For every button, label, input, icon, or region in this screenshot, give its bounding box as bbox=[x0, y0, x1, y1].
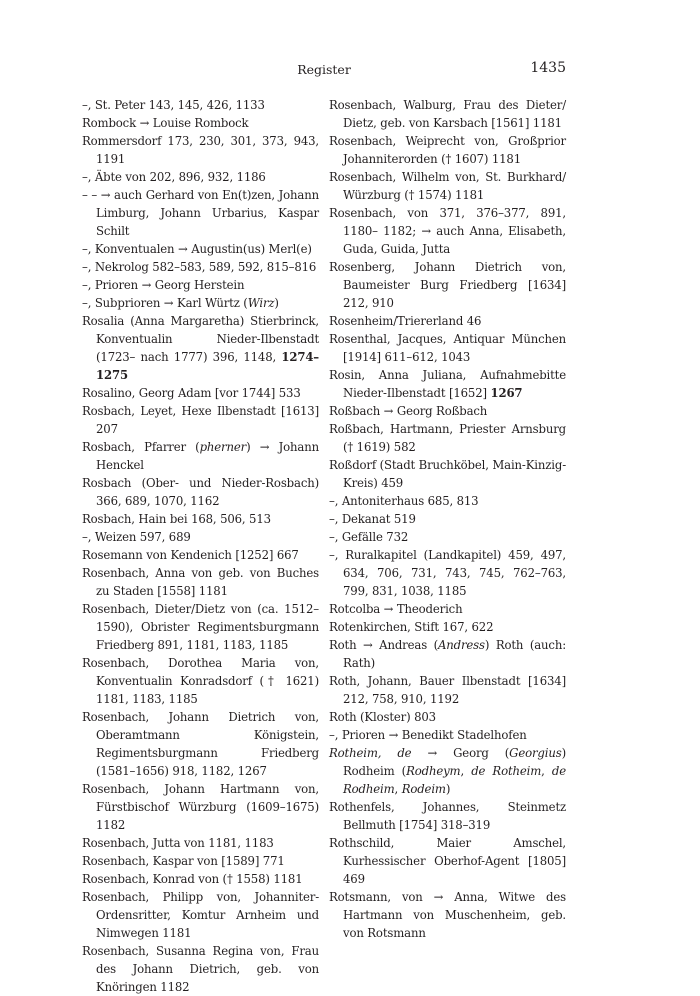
index-entry: Rotsmann, von → Anna, Witwe des Hartmann von Muschenheim, geb. von Rotsmann bbox=[329, 890, 566, 940]
index-entry: –, Ruralkapitel (Landkapitel) 459, 497, 634, 706, 731, 743, 745, 762–763, 799, 831, 1038, 1185 bbox=[329, 548, 566, 598]
index-entry: Rosenbach, Walburg, Frau des Dieter/ Dietz, geb. von Karsbach [1561] 1181 bbox=[329, 98, 566, 130]
index-entry: –, Subprioren → Karl Würtz (Wirz) bbox=[82, 296, 279, 310]
index-entry: Roth, Johann, Bauer Ilbenstadt [1634] 212, 758, 910, 1192 bbox=[329, 674, 566, 706]
index-entry: Rosenbach, Weiprecht von, Großprior Johanniterorden († 1607) 1181 bbox=[329, 134, 566, 166]
index-entry: Rosalia (Anna Margaretha) Stierbrinck, Konventualin Nieder-Ilbenstadt (1723– nach 1777) 396, 1148, 1274–1275 bbox=[82, 314, 319, 382]
index-entry: –, Äbte von 202, 896, 932, 1186 bbox=[82, 170, 266, 184]
index-entry: Rosenberg, Johann Dietrich von, Baumeister Burg Friedberg [1634] 212, 910 bbox=[329, 260, 566, 310]
index-entry: –, Nekrolog 582–583, 589, 592, 815–816 bbox=[82, 260, 317, 274]
index-entry: Rosenbach, Dorothea Maria von, Konventualin Konradsdorf († 1621) 1181, 1183, 1185 bbox=[82, 656, 319, 706]
index-entry: Roth (Kloster) 803 bbox=[329, 710, 436, 724]
index-entry: Rosenheim/Triererland 46 bbox=[329, 314, 482, 328]
index-entry: Rotcolba → Theoderich bbox=[329, 602, 463, 616]
index-entry: Rosenbach, Dieter/Dietz von (ca. 1512– 1590), Obrister Regimentsburgmann Friedberg 891, 1181, 1183, 1185 bbox=[82, 602, 319, 652]
index-entry: –, Gefälle 732 bbox=[329, 530, 409, 544]
index-entry: Rosenbach, Kaspar von [1589] 771 bbox=[82, 854, 285, 868]
page-number: 1435 bbox=[530, 60, 566, 76]
index-entry: Rosemann von Kendenich [1252] 667 bbox=[82, 548, 299, 562]
index-entry: –, Antoniterhaus 685, 813 bbox=[329, 494, 479, 508]
index-entry: Rosbach, Hain bei 168, 506, 513 bbox=[82, 512, 271, 526]
index-entry: Rosenbach, Johann Hartmann von, Fürstbischof Würzburg (1609–1675) 1182 bbox=[82, 782, 319, 832]
index-entry: –, St. Peter 143, 145, 426, 1133 bbox=[82, 98, 265, 112]
index-entry: – – → auch Gerhard von En(t)zen, Johann Limburg, Johann Urbarius, Kaspar Schilt bbox=[82, 188, 319, 238]
page-header bbox=[82, 60, 566, 80]
index-entry: Roßbach, Hartmann, Priester Arnsburg († 1619) 582 bbox=[329, 422, 566, 454]
index-entry: –, Konventualen → Augustin(us) Merl(e) bbox=[82, 242, 312, 256]
index-entry: Rotheim, de → Georg (Georgius) Rodheim (Rodheym, de Rotheim, de Rodheim, Rodeim) bbox=[329, 746, 566, 796]
index-entry: Rothenfels, Johannes, Steinmetz Bellmuth [1754] 318–319 bbox=[329, 800, 566, 832]
index-entry: Rosenbach, Johann Dietrich von, Oberamtmann Königstein, Regimentsburgmann Friedberg (1581–1656) 918, 1182, 1267 bbox=[82, 710, 319, 778]
index-entry: Roßdorf (Stadt Bruchköbel, Main-Kinzig-Kreis) 459 bbox=[329, 458, 566, 490]
index-entry: Rosenbach, Konrad von († 1558) 1181 bbox=[82, 872, 303, 886]
index-entry: Rosin, Anna Juliana, Aufnahmebitte Nieder-Ilbenstadt [1652] 1267 bbox=[329, 368, 566, 400]
index-entry: Rosenbach, Jutta von 1181, 1183 bbox=[82, 836, 274, 850]
index-entry: Roßbach → Georg Roßbach bbox=[329, 404, 488, 418]
index-entry: –, Prioren → Georg Herstein bbox=[82, 278, 245, 292]
index-entry: Rosenbach, Susanna Regina von, Frau des Johann Dietrich, geb. von Knöringen 1182 bbox=[82, 944, 319, 994]
index-entry: Rosenbach, Anna von geb. von Buches zu Staden [1558] 1181 bbox=[82, 566, 319, 598]
index-entry: Rosenthal, Jacques, Antiquar München [1914] 611–612, 1043 bbox=[329, 332, 566, 364]
index-entry: Rommersdorf 173, 230, 301, 373, 943, 1191 bbox=[82, 134, 319, 166]
index-entry: Rotenkirchen, Stift 167, 622 bbox=[329, 620, 494, 634]
index-entry: Rosenbach, von 371, 376–377, 891, 1180– 1182; → auch Anna, Elisabeth, Guda, Guida, Jutta bbox=[329, 206, 566, 256]
index-column-right bbox=[329, 96, 566, 942]
index-entry: –, Weizen 597, 689 bbox=[82, 530, 191, 544]
index-entry: –, Dekanat 519 bbox=[329, 512, 416, 526]
index-entry: –, Prioren → Benedikt Stadelhofen bbox=[329, 728, 527, 742]
index-entry: Rosalino, Georg Adam [vor 1744] 533 bbox=[82, 386, 301, 400]
index-entry: Rosbach (Ober- und Nieder-Rosbach) 366, 689, 1070, 1162 bbox=[82, 476, 319, 508]
index-column-left bbox=[82, 96, 319, 996]
index-entry: Roth → Andreas (Andress) Roth (auch: Rath) bbox=[329, 638, 566, 670]
index-entry: Rosbach, Pfarrer (pherner) → Johann Henckel bbox=[82, 440, 319, 472]
index-entry: Rombock → Louise Rombock bbox=[82, 116, 249, 130]
index-entry: Rosenbach, Wilhelm von, St. Burkhard/ Würzburg († 1574) 1181 bbox=[329, 170, 566, 202]
running-head: Register bbox=[297, 62, 351, 77]
index-entry: Rothschild, Maier Amschel, Kurhessischer Oberhof-Agent [1805] 469 bbox=[329, 836, 566, 886]
index-entry: Rosenbach, Philipp von, Johanniter-Ordensritter, Komtur Arnheim und Nimwegen 1181 bbox=[82, 890, 319, 940]
index-entry: Rosbach, Leyet, Hexe Ilbenstadt [1613] 207 bbox=[82, 404, 319, 436]
